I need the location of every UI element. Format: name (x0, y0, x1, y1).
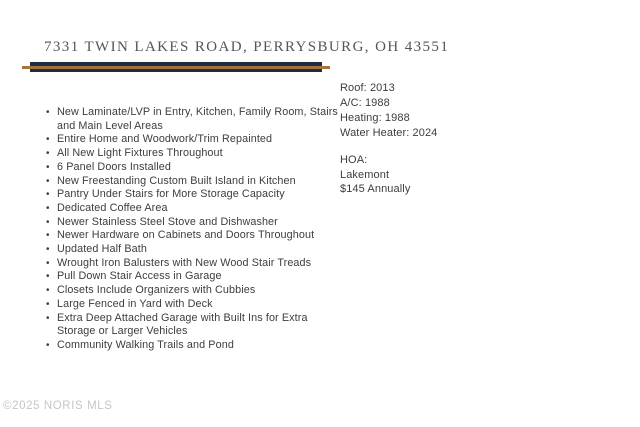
systems-info-line: Roof: 2013 (340, 82, 395, 94)
systems-info-line: Water Heater: 2024 (340, 126, 438, 139)
feature-list (46, 106, 342, 353)
feature-list-item: • Updated Half Bath (46, 243, 342, 257)
systems-info-group (340, 81, 437, 141)
systems-info-line: Heating: 1988 (340, 111, 410, 124)
feature-list-item: • Community Walking Trails and Pond (46, 339, 342, 353)
feature-list-item: • 6 Panel Doors Installed (46, 161, 342, 175)
feature-list-item: • Wrought Iron Balusters with New Wood Stair Treads (46, 257, 342, 271)
hoa-info-line: HOA: (340, 153, 368, 166)
decorative-divider (22, 62, 330, 72)
feature-list-item: • Large Fenced in Yard with Deck (46, 298, 342, 312)
feature-list-item: • New Laminate/LVP in Entry, Kitchen, Family Room, Stairs and Main Level Areas (46, 106, 342, 133)
feature-list-item: • Dedicated Coffee Area (46, 202, 342, 216)
hoa-info-group (340, 153, 437, 198)
feature-list-item: • Extra Deep Attached Garage with Built Ins for Extra Storage or Larger Vehicles (46, 312, 342, 339)
feature-list-item: • New Freestanding Custom Built Island in Kitchen (46, 175, 342, 189)
mls-copyright-watermark: ©2025 NORIS MLS (3, 400, 113, 412)
hoa-info-line: Lakemont (340, 168, 390, 181)
feature-list-item: • Entire Home and Woodwork/Trim Repainted (46, 133, 342, 147)
feature-list-item: • All New Light Fixtures Throughout (46, 147, 342, 161)
feature-list-item: • Pantry Under Stairs for More Storage Capacity (46, 188, 342, 202)
feature-list-item: • Closets Include Organizers with Cubbies (46, 284, 342, 298)
details-column (340, 81, 437, 209)
hoa-info-line: $145 Annually (340, 183, 411, 196)
feature-list-item: • Newer Stainless Steel Stove and Dishwasher (46, 216, 342, 230)
systems-info-line: A/C: 1988 (340, 96, 390, 109)
feature-list-item: • Pull Down Stair Access in Garage (46, 270, 342, 284)
page-title: 7331 TWIN LAKES ROAD, PERRYSBURG, OH 43551 (44, 39, 450, 55)
feature-list-item: • Newer Hardware on Cabinets and Doors Throughout (46, 229, 342, 243)
divider-gold-line (22, 66, 330, 69)
